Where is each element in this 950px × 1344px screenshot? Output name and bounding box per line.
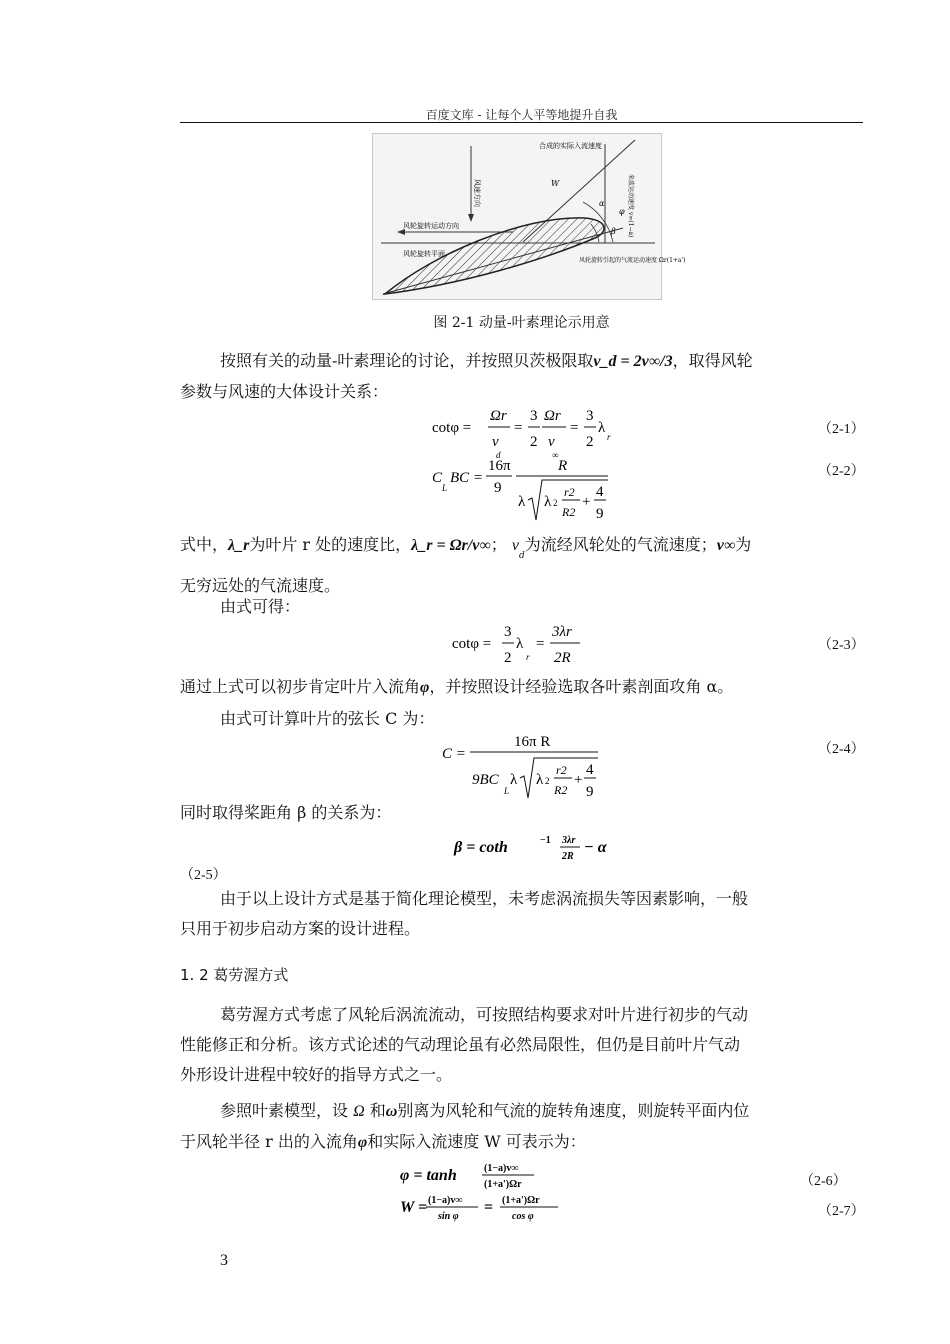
eq21-f3-den: v bbox=[548, 434, 555, 450]
p2-text-e: 为 bbox=[735, 535, 752, 554]
eq22-rad-a-sup: 2 bbox=[553, 498, 558, 508]
eq21-number: （2-1） bbox=[818, 422, 865, 437]
eq21-f3-sub: ∞ bbox=[552, 450, 559, 460]
eq24-rad-f-den: R2 bbox=[554, 783, 568, 797]
eq23-f1-den: 2 bbox=[504, 650, 512, 666]
eq24-den-a: 9BC bbox=[472, 772, 499, 788]
p2-lambda-r: λ_r bbox=[228, 537, 250, 554]
eq21-f1-den: v bbox=[492, 434, 499, 450]
eq23-lhs: cotφ = bbox=[452, 636, 492, 652]
eq22-big-num: R bbox=[558, 458, 568, 474]
eq21-svg bbox=[410, 402, 670, 460]
eq25-f-den: 2R bbox=[562, 851, 574, 862]
eq27-lhs: W = bbox=[400, 1199, 428, 1216]
p9-text-e: 和实际入流速度 W 可表示为： bbox=[367, 1132, 586, 1151]
eq26-f-num: (1−a)v∞ bbox=[484, 1163, 519, 1174]
paragraph-7 bbox=[180, 884, 863, 944]
eq24-number: （2-4） bbox=[818, 742, 865, 757]
eq25-rest: − α bbox=[584, 839, 607, 856]
p2-text-d: 为流经风轮处的气流速度； bbox=[524, 535, 717, 554]
eq22-f1-num: 16π bbox=[488, 458, 511, 474]
p2-text-a: 式中， bbox=[180, 535, 229, 554]
equation-2-2 bbox=[410, 454, 670, 526]
eq27-svg bbox=[398, 1190, 638, 1222]
eq24-svg bbox=[420, 732, 640, 804]
p2-line2: 无穷远处的气流速度。 bbox=[180, 576, 341, 595]
p2-vinf: v∞ bbox=[716, 537, 736, 554]
eq23-f2-den: 2R bbox=[554, 650, 571, 666]
eq23-svg bbox=[430, 622, 630, 670]
eq27-f1-num: (1−a)v∞ bbox=[428, 1195, 463, 1206]
p7-line2: 只用于初步启动方案的设计进程。 bbox=[180, 919, 421, 938]
figure-blade-element-diagram bbox=[372, 133, 686, 300]
eq24-rad-g-num: 4 bbox=[586, 762, 594, 778]
eq23-lambda-sub: r bbox=[526, 652, 530, 662]
eq21-f4-num: 3 bbox=[586, 408, 594, 424]
eq27-number: （2-7） bbox=[818, 1204, 865, 1219]
eq24-lhs: C = bbox=[442, 746, 466, 762]
equation-2-3 bbox=[430, 622, 630, 670]
section-heading: 1. 2 葛劳渥方式 bbox=[180, 966, 289, 984]
eq23-f1-num: 3 bbox=[504, 624, 512, 640]
eq25-sup: −1 bbox=[540, 835, 551, 846]
eq25-f-num: 3λr bbox=[562, 835, 576, 846]
equation-2-7 bbox=[398, 1190, 638, 1222]
eq24-rad-a-sup: 2 bbox=[545, 776, 550, 786]
p9-phi: φ bbox=[357, 1134, 368, 1151]
eq22-lambda: λ bbox=[518, 494, 526, 510]
eq21-f2-den: 2 bbox=[530, 434, 538, 450]
eq22-svg bbox=[410, 454, 670, 526]
eq24-plus: + bbox=[574, 772, 583, 788]
eq21-f3-num: Ωr bbox=[544, 408, 561, 424]
eq27-f1-den: sin φ bbox=[438, 1211, 459, 1222]
p4-text-a: 通过上式可以初步肯定叶片入流角 bbox=[180, 677, 421, 696]
equation-2-4 bbox=[420, 732, 640, 804]
eq22-rad-f-num: r2 bbox=[564, 485, 575, 499]
eq23-eq: = bbox=[536, 636, 545, 652]
p1-text-a: 按照有关的动量-叶素理论的讨论，并按照贝茨极限取 bbox=[220, 351, 594, 370]
header-rule bbox=[180, 122, 863, 123]
figure-caption: 图 2-1 动量-叶素理论示用意 bbox=[433, 315, 610, 331]
paragraph-2: 式中，λ_r为叶片 r 处的速度比，λ_r = Ωr/v∞； $v_d$为流经风轮处的气流速度；v∞为 无穷远处的气流速度。 bbox=[180, 530, 863, 601]
phi-label: φ bbox=[619, 207, 625, 216]
eq25-number: （2-5） bbox=[180, 868, 227, 883]
eq22-rad-f-den: R2 bbox=[562, 505, 576, 519]
paragraph-5: 由式可计算叶片的弦长 C 为： bbox=[220, 709, 435, 728]
wind-arrow-icon bbox=[468, 214, 474, 222]
beta-label: β bbox=[611, 227, 616, 236]
p4-text-b: ，并按照设计经验选取各叶素剖面攻角 α。 bbox=[429, 677, 734, 696]
induced-speed-label: 风轮旋转引起的气流运动速度 Ωr(1+a') bbox=[579, 257, 686, 264]
paragraph-8 bbox=[180, 1000, 863, 1090]
eq21-f2-num: 3 bbox=[530, 408, 538, 424]
eq22-number: （2-2） bbox=[818, 464, 865, 479]
rotation-direction-label: 风轮旋转运动方向 bbox=[403, 222, 459, 230]
eq21-f4-den: 2 bbox=[586, 434, 594, 450]
w-label: W bbox=[551, 179, 560, 188]
paragraph-9 bbox=[180, 1096, 863, 1158]
eq27-f2-den: cos φ bbox=[512, 1211, 534, 1222]
p9-omega-cap: Ω bbox=[353, 1103, 365, 1120]
p8-line1: 葛劳渥方式考虑了风轮后涡流流动，可按照结构要求对叶片进行初步的气动 bbox=[220, 1005, 749, 1024]
p2-text-b: 为叶片 r 处的速度比， bbox=[249, 535, 412, 554]
page-header: 百度文库 - 让每个人平等地提升自我 bbox=[425, 108, 618, 122]
p9-text-d: 于风轮半径 r 出的入流角 bbox=[180, 1132, 358, 1151]
alpha-label: α bbox=[599, 199, 605, 208]
eq21-lhs: cotφ = bbox=[432, 420, 472, 436]
eq22-f1-den: 9 bbox=[494, 480, 502, 496]
eq24-rad-f-num: r2 bbox=[556, 763, 567, 777]
eq23-lambda: λ bbox=[516, 636, 524, 652]
p2-vd: v bbox=[511, 537, 519, 554]
eq24-big-num: 16π R bbox=[514, 734, 551, 750]
wind-direction-label: 风速方向 bbox=[473, 179, 481, 207]
axial-speed-label: 来流运动速度 v∞(1−a) bbox=[627, 174, 634, 238]
p8-line3: 外形设计进程中较好的指导方式之一。 bbox=[180, 1065, 453, 1084]
equation-2-5 bbox=[452, 830, 632, 864]
eq21-f1-num: Ωr bbox=[490, 408, 507, 424]
eq24-den-sub: L bbox=[504, 786, 510, 796]
eq26-lhs: φ = tanh bbox=[400, 1167, 457, 1184]
eq27-eq: = bbox=[484, 1199, 494, 1216]
p4-phi: φ bbox=[420, 679, 430, 696]
eq22-lhs: C bbox=[432, 470, 443, 486]
p1-text-b: ，取得风轮 bbox=[672, 351, 753, 370]
eq25-svg bbox=[452, 830, 632, 864]
eq24-rad-g-den: 9 bbox=[586, 784, 594, 800]
eq21-f1-sub: d bbox=[496, 450, 501, 460]
p2-text-c: ； bbox=[490, 535, 507, 554]
page-number: 3 bbox=[220, 1252, 228, 1269]
eq22-lhs-rest: BC = bbox=[450, 470, 484, 486]
eq26-f-den: (1+a')Ωr bbox=[484, 1179, 522, 1190]
eq23-number: （2-3） bbox=[818, 638, 865, 653]
p7-line1: 由于以上设计方式是基于简化理论模型，未考虑涡流损失等因素影响，一般 bbox=[220, 889, 749, 908]
paragraph-4 bbox=[180, 672, 863, 703]
eq21-eq2: = bbox=[570, 420, 579, 436]
paragraph-3: 由式可得： bbox=[220, 597, 301, 616]
eq22-rad-g-num: 4 bbox=[596, 484, 604, 500]
eq23-f2-num: 3λr bbox=[552, 624, 572, 640]
eq24-lambda: λ bbox=[510, 772, 518, 788]
rotation-plane-label: 风轮旋转平面 bbox=[403, 250, 445, 258]
p9-text-b: 和 bbox=[369, 1101, 386, 1120]
paragraph-6: 同时取得桨距角 β 的关系为： bbox=[180, 803, 392, 822]
p9-omega: ω bbox=[385, 1103, 398, 1120]
p9-text-a: 参照叶素模型，设 bbox=[220, 1101, 349, 1120]
eq21-eq1: = bbox=[514, 420, 523, 436]
p1-math: v_d = 2v∞/3 bbox=[593, 353, 673, 370]
actual-inflow-label: 合成的实际入流速度 bbox=[539, 142, 602, 150]
eq22-plus: + bbox=[582, 494, 591, 510]
paragraph-1 bbox=[180, 346, 863, 407]
eq24-rad-a: λ bbox=[536, 772, 544, 788]
eq27-f2-num: (1+a')Ωr bbox=[502, 1195, 540, 1206]
eq22-rad-g-den: 9 bbox=[596, 506, 604, 522]
p8-line2: 性能修正和分析。该方式论述的气动理论虽有必然局限性，但仍是目前叶片气动 bbox=[180, 1035, 741, 1054]
p1-line2: 参数与风速的大体设计关系： bbox=[180, 382, 389, 401]
p2-lambda-def: λ_r = Ωr/v∞ bbox=[411, 537, 491, 554]
blade-diagram-svg bbox=[373, 134, 686, 301]
equation-2-6 bbox=[398, 1158, 598, 1190]
eq22-rad-a: λ bbox=[544, 494, 552, 510]
eq22-lhs-sub: L bbox=[442, 483, 448, 493]
eq25-lhs: β = coth bbox=[454, 839, 508, 856]
eq21-lambda-sub: r bbox=[607, 432, 611, 442]
eq26-svg bbox=[398, 1158, 598, 1190]
p9-text-c: 别离为风轮和气流的旋转角速度，则旋转平面内位 bbox=[397, 1101, 750, 1120]
eq26-number: （2-6） bbox=[800, 1174, 847, 1189]
equation-2-1 bbox=[410, 402, 670, 458]
eq21-lambda: λ bbox=[598, 420, 606, 436]
